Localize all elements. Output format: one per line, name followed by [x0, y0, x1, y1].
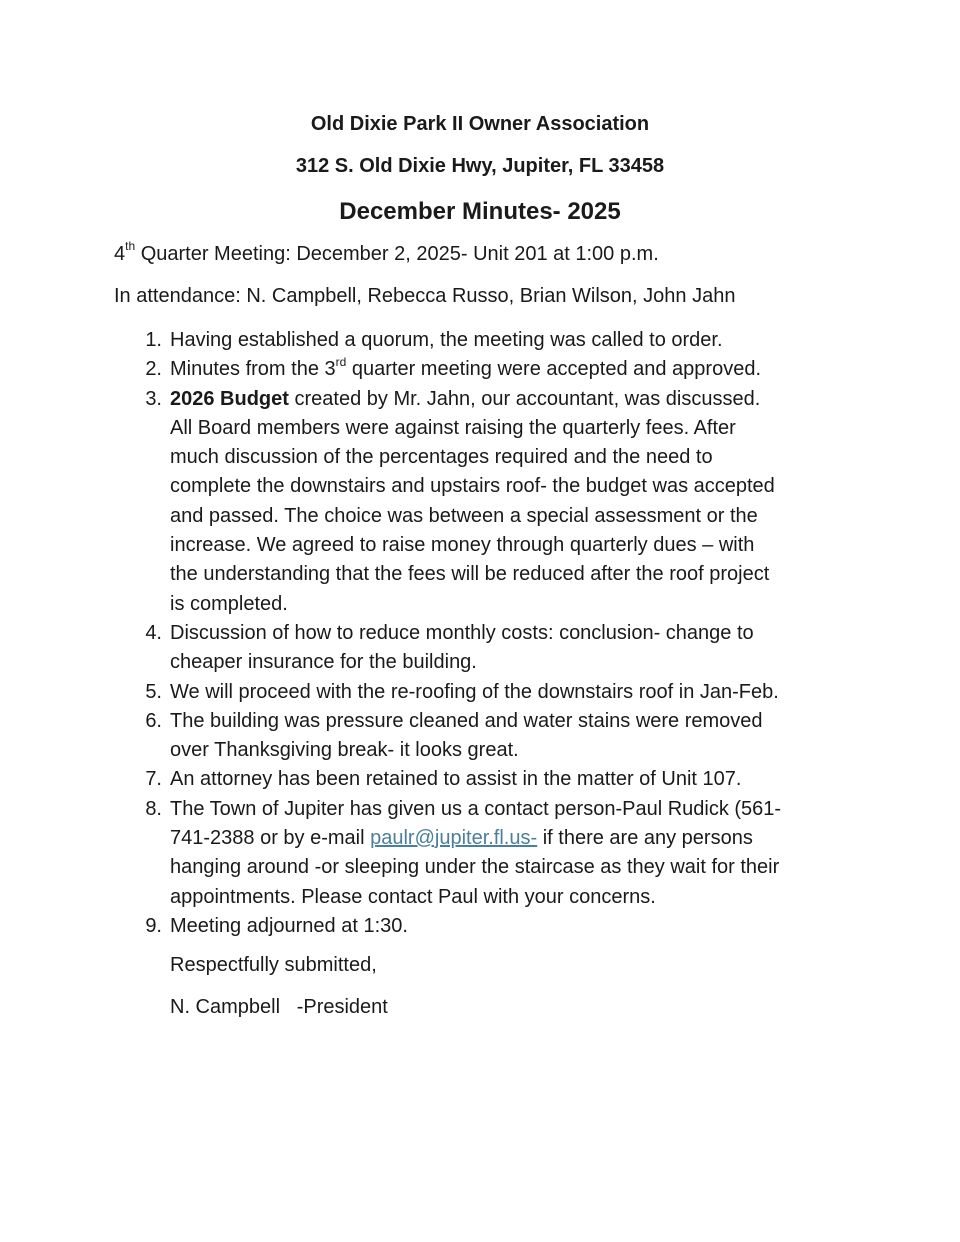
list-item	[0, 912, 960, 941]
list-item	[0, 707, 960, 766]
organization-address: 312 S. Old Dixie Hwy, Jupiter, FL 33458	[295, 155, 665, 177]
item-text-line	[170, 824, 850, 853]
organization-name: Old Dixie Park II Owner Association	[310, 113, 650, 135]
budget-heading: 2026 Budget	[170, 387, 289, 410]
list-item	[0, 385, 960, 619]
item-text-line: is completed.	[170, 592, 288, 615]
item-text-pre: Minutes from the 3	[170, 358, 336, 381]
item-text-line: much discussion of the percentages required and the need to	[170, 446, 713, 469]
signoff-signature: N. Campbell -President	[170, 996, 388, 1018]
item-text-pre: 741-2388 or by e-mail	[170, 827, 371, 850]
item-number: 9.	[145, 914, 162, 937]
item-text-post: if there are any persons	[537, 827, 753, 850]
list-item	[0, 355, 960, 384]
item-text: An attorney has been retained to assist in the matter of Unit 107.	[170, 768, 742, 791]
item-text-line: complete the downstairs and upstairs roof- the budget was accepted	[170, 475, 775, 498]
item-number: 3.	[145, 387, 162, 410]
item-number: 1.	[145, 329, 162, 351]
item-text: Meeting adjourned at 1:30.	[170, 914, 408, 937]
item-text: We will proceed with the re-roofing of the downstairs roof in Jan-Feb.	[170, 680, 779, 703]
item-text-line: Discussion of how to reduce monthly costs: conclusion- change to	[170, 621, 754, 644]
list-item	[0, 678, 960, 707]
item-number: 7.	[145, 768, 162, 791]
attendance: In attendance: N. Campbell, Rebecca Russo, Brian Wilson, John Jahn	[114, 285, 736, 307]
minutes-list	[0, 326, 960, 941]
item-text-line: and passed. The choice was between a special assessment or the	[170, 504, 758, 527]
item-text	[170, 385, 850, 414]
item-text-line: appointments. Please contact Paul with your concerns.	[170, 885, 656, 908]
list-item	[0, 795, 960, 912]
item-text-line: The building was pressure cleaned and water stains were removed	[170, 709, 763, 732]
item-number: 6.	[145, 709, 162, 732]
document-title: December Minutes- 2025	[339, 198, 621, 225]
item-text-line: cheaper insurance for the building.	[170, 651, 477, 674]
item-text-rest: created by Mr. Jahn, our accountant, was discussed.	[288, 387, 761, 410]
item-number: 4.	[145, 621, 162, 644]
item-text-line: All Board members were against raising the quarterly fees. After	[170, 416, 736, 439]
list-item	[0, 765, 960, 794]
meeting-info	[114, 239, 659, 266]
item-text-line: the understanding that the fees will be reduced after the roof project	[170, 563, 770, 586]
contact-email-link[interactable]: paulr@jupiter.fl.us-	[370, 827, 538, 850]
meeting-info-text: Quarter Meeting: December 2, 2025- Unit 201 at 1:00 p.m.	[135, 243, 659, 265]
item-text: Having established a quorum, the meeting was called to order.	[170, 329, 723, 351]
meeting-ordinal-number: 4	[114, 243, 126, 265]
list-item	[0, 619, 960, 678]
item-text-line: The Town of Jupiter has given us a contact person-Paul Rudick (561-	[170, 797, 782, 820]
signoff-closing: Respectfully submitted,	[170, 954, 377, 976]
item-number: 2.	[145, 358, 162, 381]
item-text	[170, 355, 850, 384]
item-text-line: hanging around -or sleeping under the staircase as they wait for their	[170, 856, 780, 879]
list-item	[0, 326, 960, 355]
item-text-post: quarter meeting were accepted and approved.	[346, 358, 762, 381]
ordinal-suffix: rd	[335, 354, 347, 369]
item-number: 8.	[145, 797, 162, 820]
meeting-ordinal-suffix: th	[125, 239, 136, 254]
item-text-line: over Thanksgiving break- it looks great.	[170, 739, 519, 762]
item-text-line: increase. We agreed to raise money through quarterly dues – with	[170, 534, 755, 557]
item-number: 5.	[145, 680, 162, 703]
